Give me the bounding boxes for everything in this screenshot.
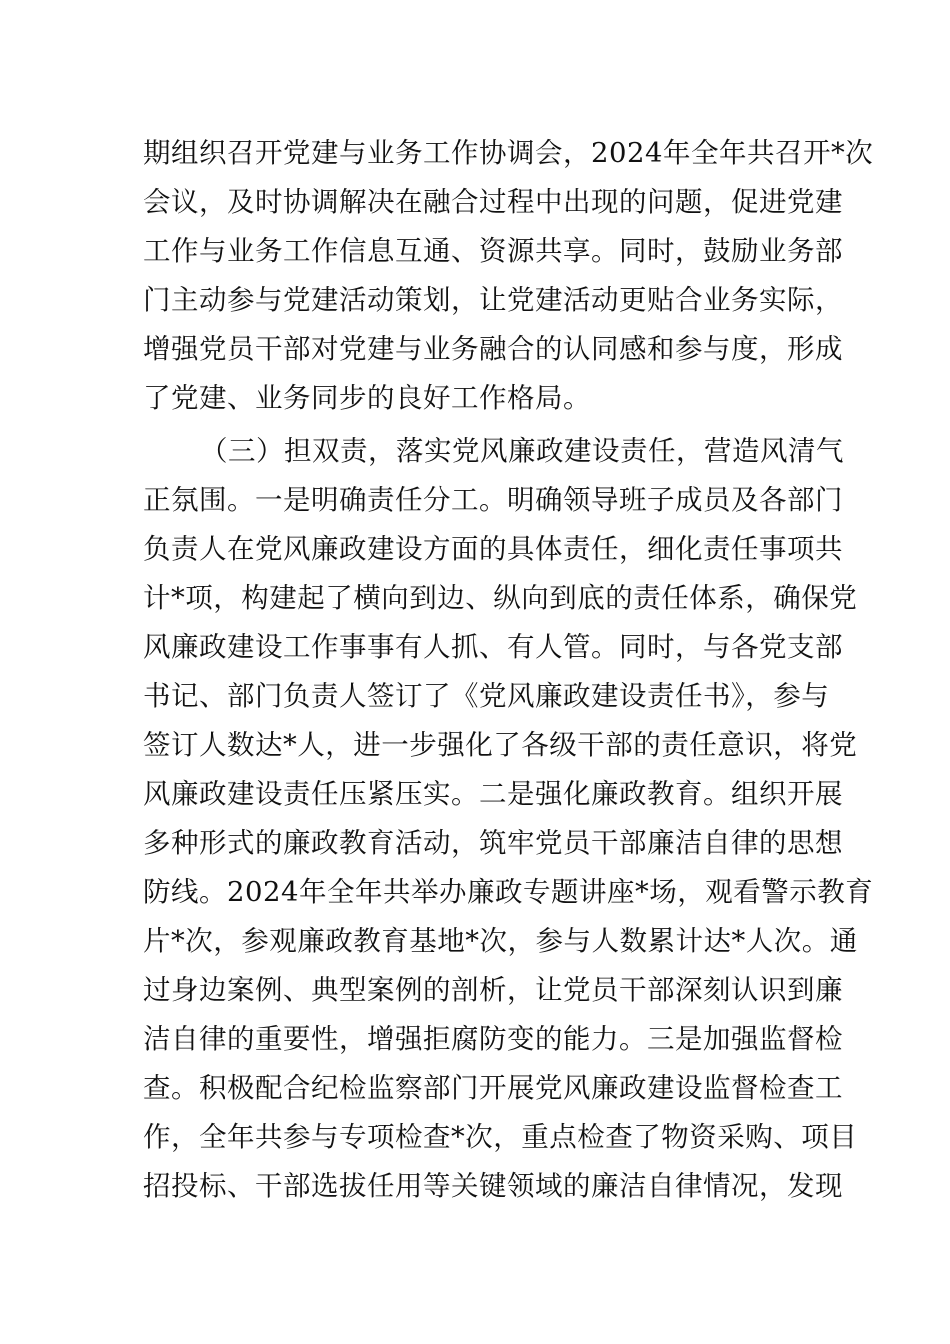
text-line: 会议，及时协调解决在融合过程中出现的问题，促进党建 bbox=[143, 186, 843, 218]
section-heading-line: （三）担双责，落实党风廉政建设责任，营造风清气 bbox=[200, 435, 844, 467]
text-line: 风廉政建设工作事事有人抓、有人管。同时，与各党支部 bbox=[143, 631, 843, 663]
text-line: 防线。2024年全年共举办廉政专题讲座*场，观看警示教育 bbox=[143, 876, 874, 908]
text-line: 洁自律的重要性，增强拒腐防变的能力。三是加强监督检 bbox=[143, 1023, 843, 1055]
text-line: 多种形式的廉政教育活动，筑牢党员干部廉洁自律的思想 bbox=[143, 827, 843, 859]
text-line: 负责人在党风廉政建设方面的具体责任，细化责任事项共 bbox=[143, 533, 843, 565]
text-line: 正氛围。一是明确责任分工。明确领导班子成员及各部门 bbox=[143, 484, 843, 516]
text-line: 了党建、业务同步的良好工作格局。 bbox=[143, 382, 591, 414]
text-line: 门主动参与党建活动策划，让党建活动更贴合业务实际， bbox=[143, 284, 843, 316]
text-line: 增强党员干部对党建与业务融合的认同感和参与度，形成 bbox=[143, 333, 843, 365]
text-line: 片*次，参观廉政教育基地*次，参与人数累计达*人次。通 bbox=[143, 925, 858, 957]
text-line: 签订人数达*人，进一步强化了各级干部的责任意识，将党 bbox=[143, 729, 858, 761]
text-line: 过身边案例、典型案例的剖析，让党员干部深刻认识到廉 bbox=[143, 974, 843, 1006]
text-line: 风廉政建设责任压紧压实。二是强化廉政教育。组织开展 bbox=[143, 778, 843, 810]
text-line: 工作与业务工作信息互通、资源共享。同时，鼓励业务部 bbox=[143, 235, 843, 267]
text-line: 计*项，构建起了横向到边、纵向到底的责任体系，确保党 bbox=[143, 582, 858, 614]
text-line: 招投标、干部选拔任用等关键领域的廉洁自律情况，发现 bbox=[143, 1170, 843, 1202]
text-line: 查。积极配合纪检监察部门开展党风廉政建设监督检查工 bbox=[143, 1072, 843, 1104]
text-line: 作，全年共参与专项检查*次，重点检查了物资采购、项目 bbox=[143, 1121, 858, 1153]
text-line: 书记、部门负责人签订了《党风廉政建设责任书》，参与 bbox=[143, 680, 830, 712]
text-line: 期组织召开党建与业务工作协调会，2024年全年共召开*次 bbox=[143, 137, 874, 169]
